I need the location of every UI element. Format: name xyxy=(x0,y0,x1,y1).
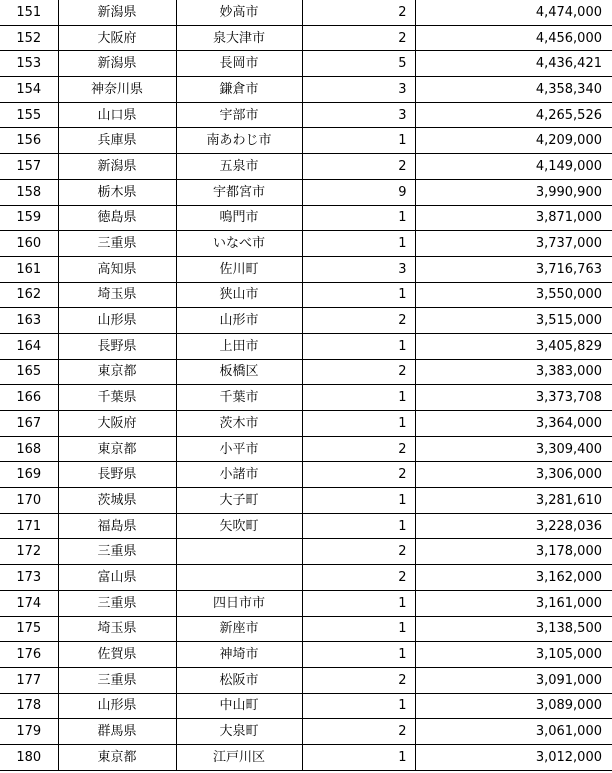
prefecture-cell: 東京都 xyxy=(58,436,176,462)
amount-cell: 3,364,000 xyxy=(415,411,612,437)
table-row xyxy=(0,205,612,231)
count-cell: 1 xyxy=(302,411,415,437)
rank-cell: 166 xyxy=(0,385,58,411)
prefecture-cell: 埼玉県 xyxy=(58,616,176,642)
amount-cell: 3,383,000 xyxy=(415,359,612,385)
table-row xyxy=(0,513,612,539)
count-cell: 1 xyxy=(302,385,415,411)
rank-cell: 158 xyxy=(0,179,58,205)
count-cell: 1 xyxy=(302,282,415,308)
table-row xyxy=(0,231,612,257)
prefecture-cell: 東京都 xyxy=(58,359,176,385)
rank-cell: 173 xyxy=(0,565,58,591)
city-cell: 神埼市 xyxy=(176,642,302,668)
city-cell: 妙高市 xyxy=(176,0,302,25)
rank-cell: 169 xyxy=(0,462,58,488)
city-cell: 鎌倉市 xyxy=(176,77,302,103)
table-row xyxy=(0,411,612,437)
amount-cell: 3,138,500 xyxy=(415,616,612,642)
count-cell: 9 xyxy=(302,179,415,205)
prefecture-cell: 福島県 xyxy=(58,513,176,539)
prefecture-cell: 群馬県 xyxy=(58,719,176,745)
table-row xyxy=(0,308,612,334)
count-cell: 2 xyxy=(302,308,415,334)
prefecture-cell: 神奈川県 xyxy=(58,77,176,103)
amount-cell: 3,091,000 xyxy=(415,667,612,693)
rank-cell: 162 xyxy=(0,282,58,308)
count-cell: 2 xyxy=(302,462,415,488)
city-cell: 四日市市 xyxy=(176,590,302,616)
table-row xyxy=(0,667,612,693)
amount-cell: 3,515,000 xyxy=(415,308,612,334)
table-row xyxy=(0,256,612,282)
count-cell: 3 xyxy=(302,256,415,282)
prefecture-cell: 長野県 xyxy=(58,462,176,488)
amount-cell: 3,281,610 xyxy=(415,488,612,514)
rank-cell: 176 xyxy=(0,642,58,668)
table-row xyxy=(0,462,612,488)
count-cell: 2 xyxy=(302,436,415,462)
amount-cell: 3,162,000 xyxy=(415,565,612,591)
rank-cell: 160 xyxy=(0,231,58,257)
city-cell: 小諸市 xyxy=(176,462,302,488)
table-row xyxy=(0,616,612,642)
rank-cell: 167 xyxy=(0,411,58,437)
amount-cell: 3,178,000 xyxy=(415,539,612,565)
rank-cell: 154 xyxy=(0,77,58,103)
rank-cell: 177 xyxy=(0,667,58,693)
rank-cell: 170 xyxy=(0,488,58,514)
rank-cell: 155 xyxy=(0,102,58,128)
rank-cell: 164 xyxy=(0,333,58,359)
prefecture-cell: 兵庫県 xyxy=(58,128,176,154)
table-row xyxy=(0,128,612,154)
prefecture-cell: 三重県 xyxy=(58,590,176,616)
count-cell: 1 xyxy=(302,205,415,231)
rank-cell: 165 xyxy=(0,359,58,385)
amount-cell: 4,358,340 xyxy=(415,77,612,103)
rank-cell: 156 xyxy=(0,128,58,154)
count-cell: 2 xyxy=(302,565,415,591)
table-row xyxy=(0,359,612,385)
city-cell: 中山町 xyxy=(176,693,302,719)
prefecture-cell: 三重県 xyxy=(58,539,176,565)
amount-cell: 4,265,526 xyxy=(415,102,612,128)
city-cell: 茨木市 xyxy=(176,411,302,437)
city-cell: 矢吹町 xyxy=(176,513,302,539)
table-row xyxy=(0,154,612,180)
rank-cell: 172 xyxy=(0,539,58,565)
prefecture-cell: 大阪府 xyxy=(58,25,176,51)
table-row xyxy=(0,642,612,668)
table-row xyxy=(0,488,612,514)
amount-cell: 3,309,400 xyxy=(415,436,612,462)
city-cell: 小平市 xyxy=(176,436,302,462)
table-row xyxy=(0,693,612,719)
city-cell: 板橋区 xyxy=(176,359,302,385)
city-cell: 南あわじ市 xyxy=(176,128,302,154)
count-cell: 5 xyxy=(302,51,415,77)
city-cell: 江戸川区 xyxy=(176,744,302,770)
city-cell: 松阪市 xyxy=(176,667,302,693)
count-cell: 3 xyxy=(302,102,415,128)
amount-cell: 4,149,000 xyxy=(415,154,612,180)
prefecture-cell: 新潟県 xyxy=(58,0,176,25)
rank-cell: 180 xyxy=(0,744,58,770)
rank-cell: 179 xyxy=(0,719,58,745)
table-row xyxy=(0,77,612,103)
city-cell: 大泉町 xyxy=(176,719,302,745)
amount-cell: 4,474,000 xyxy=(415,0,612,25)
count-cell: 3 xyxy=(302,77,415,103)
table-row xyxy=(0,539,612,565)
table-row xyxy=(0,51,612,77)
city-cell: 大子町 xyxy=(176,488,302,514)
table-row xyxy=(0,25,612,51)
amount-cell: 3,089,000 xyxy=(415,693,612,719)
city-cell: 新座市 xyxy=(176,616,302,642)
prefecture-cell: 山口県 xyxy=(58,102,176,128)
rank-cell: 175 xyxy=(0,616,58,642)
table-row xyxy=(0,719,612,745)
count-cell: 1 xyxy=(302,128,415,154)
city-cell: 佐川町 xyxy=(176,256,302,282)
table-row xyxy=(0,282,612,308)
prefecture-cell: 栃木県 xyxy=(58,179,176,205)
table-row xyxy=(0,0,612,25)
count-cell: 1 xyxy=(302,513,415,539)
prefecture-cell: 千葉県 xyxy=(58,385,176,411)
city-cell: 宇都宮市 xyxy=(176,179,302,205)
prefecture-cell: 徳島県 xyxy=(58,205,176,231)
prefecture-cell: 新潟県 xyxy=(58,51,176,77)
count-cell: 2 xyxy=(302,667,415,693)
table-row xyxy=(0,333,612,359)
amount-cell: 3,105,000 xyxy=(415,642,612,668)
rank-cell: 171 xyxy=(0,513,58,539)
prefecture-cell: 三重県 xyxy=(58,667,176,693)
city-cell: 山形市 xyxy=(176,308,302,334)
count-cell: 2 xyxy=(302,25,415,51)
count-cell: 1 xyxy=(302,642,415,668)
amount-cell: 3,012,000 xyxy=(415,744,612,770)
amount-cell: 3,550,000 xyxy=(415,282,612,308)
city-cell: 五泉市 xyxy=(176,154,302,180)
city-cell: 長岡市 xyxy=(176,51,302,77)
table-row xyxy=(0,436,612,462)
city-cell: 狭山市 xyxy=(176,282,302,308)
count-cell: 2 xyxy=(302,359,415,385)
rank-cell: 151 xyxy=(0,0,58,25)
city-cell: 鳴門市 xyxy=(176,205,302,231)
amount-cell: 4,456,000 xyxy=(415,25,612,51)
city-cell: いなべ市 xyxy=(176,231,302,257)
count-cell: 2 xyxy=(302,719,415,745)
city-cell xyxy=(176,565,302,591)
rank-cell: 152 xyxy=(0,25,58,51)
rank-cell: 174 xyxy=(0,590,58,616)
city-cell: 泉大津市 xyxy=(176,25,302,51)
amount-cell: 3,737,000 xyxy=(415,231,612,257)
amount-cell: 3,716,763 xyxy=(415,256,612,282)
prefecture-cell: 新潟県 xyxy=(58,154,176,180)
rank-cell: 163 xyxy=(0,308,58,334)
count-cell: 1 xyxy=(302,333,415,359)
count-cell: 1 xyxy=(302,693,415,719)
prefecture-cell: 山形県 xyxy=(58,308,176,334)
prefecture-cell: 高知県 xyxy=(58,256,176,282)
amount-cell: 4,209,000 xyxy=(415,128,612,154)
amount-cell: 3,228,036 xyxy=(415,513,612,539)
prefecture-cell: 東京都 xyxy=(58,744,176,770)
prefecture-cell: 長野県 xyxy=(58,333,176,359)
amount-cell: 3,061,000 xyxy=(415,719,612,745)
rank-cell: 168 xyxy=(0,436,58,462)
rank-cell: 153 xyxy=(0,51,58,77)
city-cell: 上田市 xyxy=(176,333,302,359)
rank-cell: 178 xyxy=(0,693,58,719)
count-cell: 1 xyxy=(302,616,415,642)
prefecture-cell: 茨城県 xyxy=(58,488,176,514)
prefecture-cell: 大阪府 xyxy=(58,411,176,437)
amount-cell: 3,306,000 xyxy=(415,462,612,488)
city-cell: 宇部市 xyxy=(176,102,302,128)
amount-cell: 3,373,708 xyxy=(415,385,612,411)
prefecture-cell: 佐賀県 xyxy=(58,642,176,668)
city-cell: 千葉市 xyxy=(176,385,302,411)
table-row xyxy=(0,744,612,770)
count-cell: 2 xyxy=(302,154,415,180)
count-cell: 1 xyxy=(302,744,415,770)
amount-cell: 3,990,900 xyxy=(415,179,612,205)
count-cell: 1 xyxy=(302,590,415,616)
prefecture-cell: 三重県 xyxy=(58,231,176,257)
amount-cell: 3,161,000 xyxy=(415,590,612,616)
amount-cell: 4,436,421 xyxy=(415,51,612,77)
prefecture-cell: 富山県 xyxy=(58,565,176,591)
table-row xyxy=(0,385,612,411)
rank-cell: 161 xyxy=(0,256,58,282)
rank-cell: 157 xyxy=(0,154,58,180)
count-cell: 1 xyxy=(302,231,415,257)
city-cell xyxy=(176,539,302,565)
rank-cell: 159 xyxy=(0,205,58,231)
count-cell: 1 xyxy=(302,488,415,514)
count-cell: 2 xyxy=(302,539,415,565)
amount-cell: 3,871,000 xyxy=(415,205,612,231)
table-row xyxy=(0,565,612,591)
table-row xyxy=(0,590,612,616)
prefecture-cell: 山形県 xyxy=(58,693,176,719)
table-row xyxy=(0,102,612,128)
table-row xyxy=(0,179,612,205)
amount-cell: 3,405,829 xyxy=(415,333,612,359)
prefecture-cell: 埼玉県 xyxy=(58,282,176,308)
count-cell: 2 xyxy=(302,0,415,25)
